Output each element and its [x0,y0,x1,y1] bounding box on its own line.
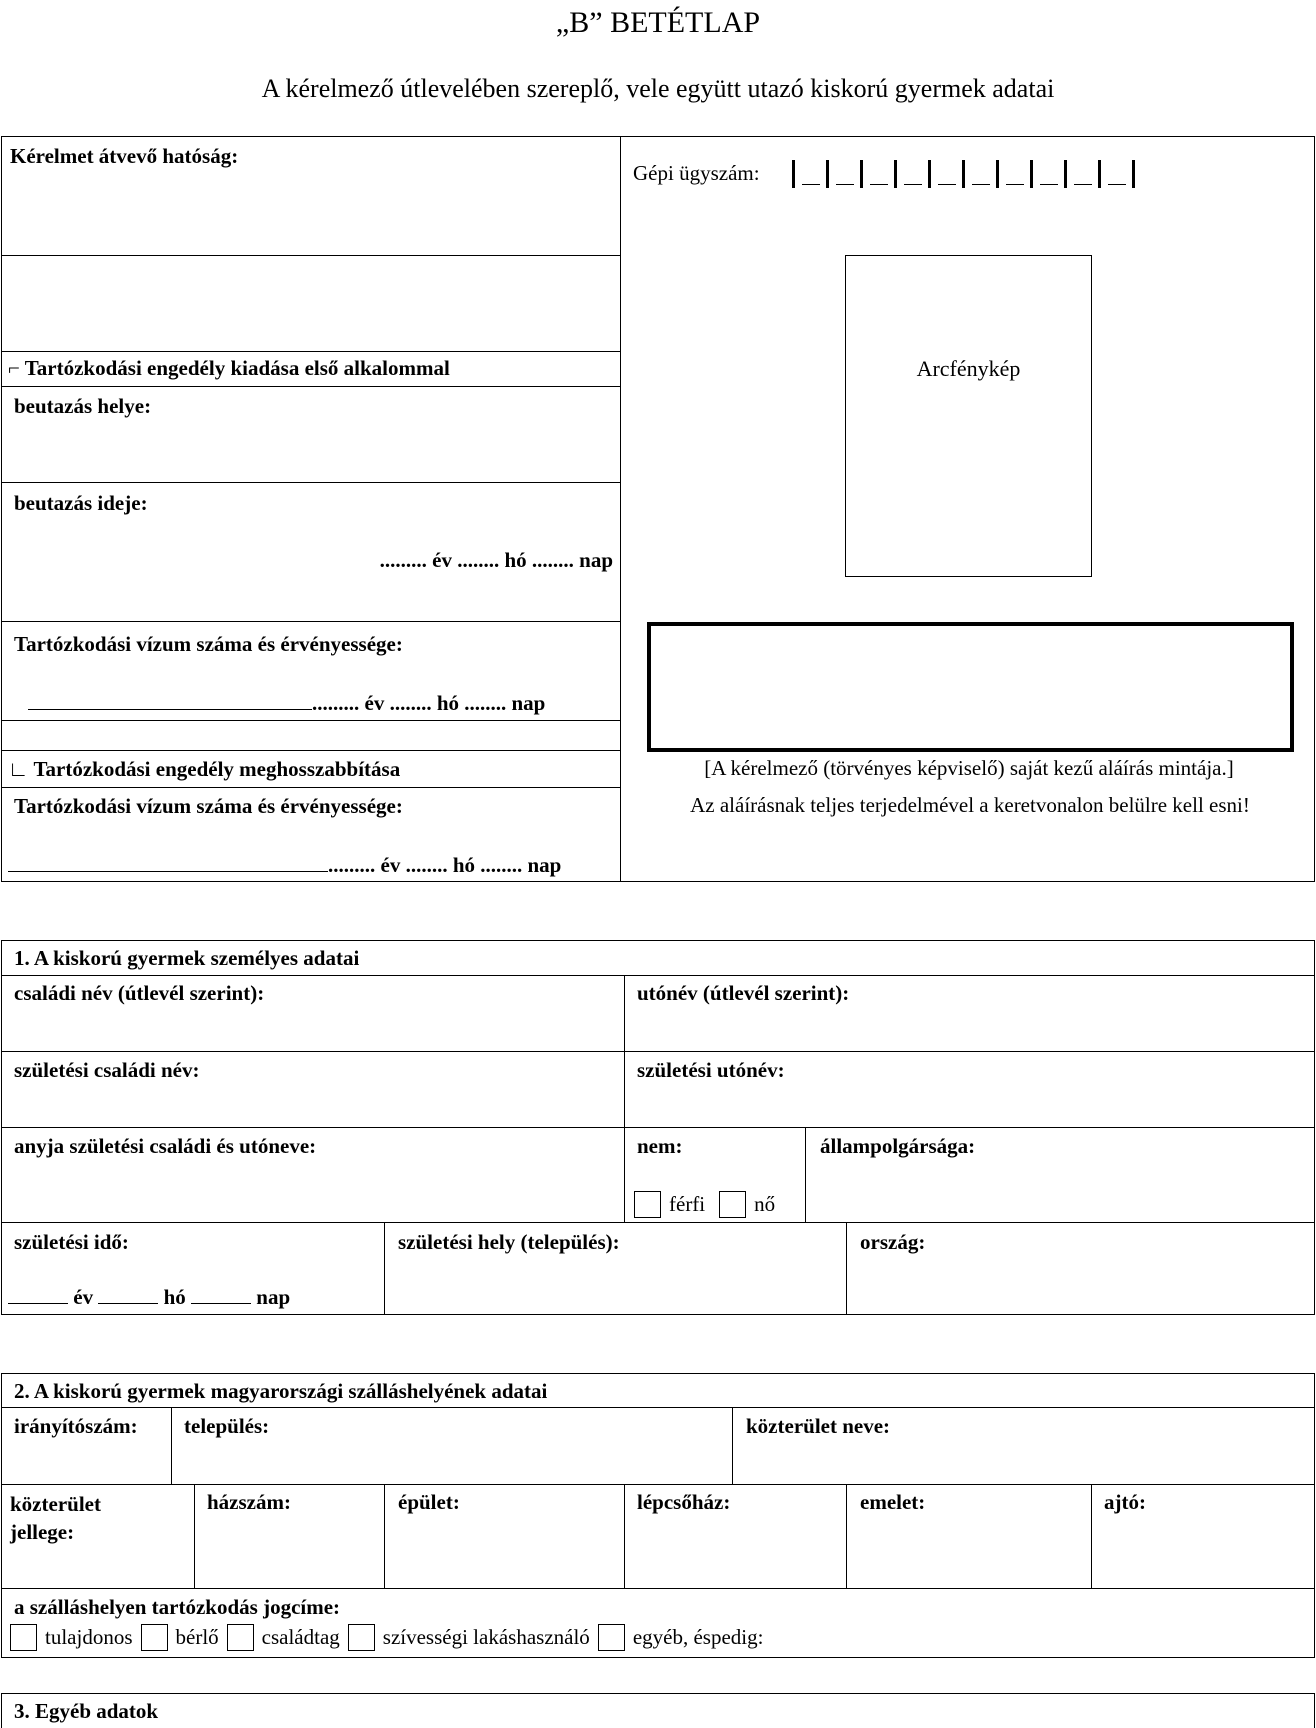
visa2-date: ......... év ........ hó ........ nap [328,853,562,877]
floor-label: emelet: [860,1490,926,1514]
residence-option[interactable] [598,1624,764,1651]
signature-note: Az aláírásnak teljes terjedelmével a keretvonalon belülre kell esni! [690,793,1250,817]
given-name-label: utónév (útlevél szerint): [637,981,850,1005]
visa2-label: Tartózkodási vízum száma és érvényessége: [14,794,403,818]
residence-option[interactable] [10,1624,133,1651]
residence-option-label: családtag [261,1625,340,1649]
section3-heading: 3. Egyéb adatok [14,1699,159,1723]
page-title: „B” BETÉTLAP [555,6,761,39]
extension-label: Tartózkodási engedély meghosszabbítása [33,757,401,781]
extension-option[interactable] [8,757,400,782]
section2-heading: 2. A kiskorú gyermek magyarországi szálláshelyének adatai [14,1379,548,1403]
sex-male-label: férfi [669,1192,706,1216]
signature-box[interactable] [647,622,1294,752]
building-label: épület: [398,1490,460,1514]
residence-option[interactable] [348,1624,590,1651]
residence-option-checkbox[interactable] [141,1624,168,1651]
sex-female-checkbox[interactable] [719,1191,746,1218]
page-subtitle: A kérelmező útlevelében szereplő, vele együtt utazó kiskorú gyermek adatai [261,74,1055,103]
authority-field[interactable] [2,256,619,350]
birth-family-name-label: születési családi név: [14,1058,200,1082]
entry-place-label: beutazás helye: [14,394,152,418]
first-issue-checkbox[interactable]: ⌐ [8,356,20,380]
sex-female-label: nő [754,1192,776,1216]
residence-option[interactable] [141,1624,219,1651]
extension-checkbox[interactable]: ∟ [8,757,29,781]
case-number-slot[interactable] [928,160,962,188]
birth-place-label: születési hely (település): [398,1230,620,1254]
residence-option-label: bérlő [175,1625,219,1649]
visa2-blank[interactable] [8,852,561,878]
visa1-number-line[interactable] [28,690,312,710]
case-number-end-bar [1132,160,1135,188]
birth-year-label: év [73,1285,94,1309]
first-issue-label: Tartózkodási engedély kiadása első alkalommal [24,356,450,380]
case-number-slot[interactable] [1064,160,1098,188]
case-number-slot[interactable] [792,160,826,188]
house-number-label: házszám: [207,1490,291,1514]
visa2-number-line[interactable] [8,852,328,872]
photo-box [845,255,1092,577]
residence-option-label: tulajdonos [45,1625,133,1649]
street-name-label: közterület neve: [746,1414,891,1438]
residence-title-label: a szálláshelyen tartózkodás jogcíme: [14,1595,341,1619]
residence-option-checkbox[interactable] [348,1624,375,1651]
residence-option-checkbox[interactable] [598,1624,625,1651]
family-name-label: családi név (útlevél szerint): [14,981,265,1005]
staircase-label: lépcsőház: [637,1490,731,1514]
birth-date-blank[interactable] [8,1284,290,1310]
birth-month-label: hó [163,1285,186,1309]
case-number-slot[interactable] [1098,160,1132,188]
residence-option-checkbox[interactable] [227,1624,254,1651]
residence-option-label: egyéb, éspedig: [632,1625,764,1649]
country-label: ország: [860,1230,926,1254]
signature-caption: [A kérelmező (törvényes képviselő) saját kezű aláírás mintája.] [704,756,1234,780]
case-number-slot[interactable] [860,160,894,188]
birth-day-label: nap [256,1285,291,1309]
street-type-label: közterület jellege: [10,1492,101,1544]
sex-male-checkbox[interactable] [634,1191,661,1218]
section3-block [1,1693,1315,1728]
case-number-label: Gépi ügyszám: [633,161,760,185]
case-number-slot[interactable] [826,160,860,188]
entry-date-label: beutazás ideje: [14,491,148,515]
visa1-blank[interactable] [28,690,545,716]
case-number-slot[interactable] [894,160,928,188]
visa1-date: ......... év ........ hó ........ nap [312,691,546,715]
city-label: település: [184,1414,270,1438]
door-label: ajtó: [1104,1490,1146,1514]
birth-given-name-label: születési utónév: [637,1058,785,1082]
zip-label: irányítószám: [14,1414,138,1438]
residence-option-checkbox[interactable] [10,1624,37,1651]
residence-option-label: szívességi lakáshasználó [382,1625,590,1649]
section1-heading: 1. A kiskorú gyermek személyes adatai [14,946,360,970]
mother-name-label: anyja születési családi és utóneve: [14,1134,317,1158]
visa1-label: Tartózkodási vízum száma és érvényessége: [14,632,403,656]
case-number-field[interactable] [792,156,1135,188]
sex-label: nem: [637,1134,683,1158]
first-issue-option[interactable] [8,356,450,381]
case-number-slot[interactable] [962,160,996,188]
birth-date-label: születési idő: [14,1230,129,1254]
residence-title-options [10,1624,771,1651]
residence-option[interactable] [227,1624,340,1651]
citizenship-label: állampolgársága: [820,1134,976,1158]
authority-label: Kérelmet átvevő hatóság: [10,144,239,168]
case-number-slot[interactable] [1030,160,1064,188]
entry-date-blank[interactable]: ......... év ........ hó ........ nap [379,548,613,572]
sex-options [634,1191,775,1218]
case-number-slot[interactable] [996,160,1030,188]
photo-label: Arcfénykép [916,356,1021,381]
